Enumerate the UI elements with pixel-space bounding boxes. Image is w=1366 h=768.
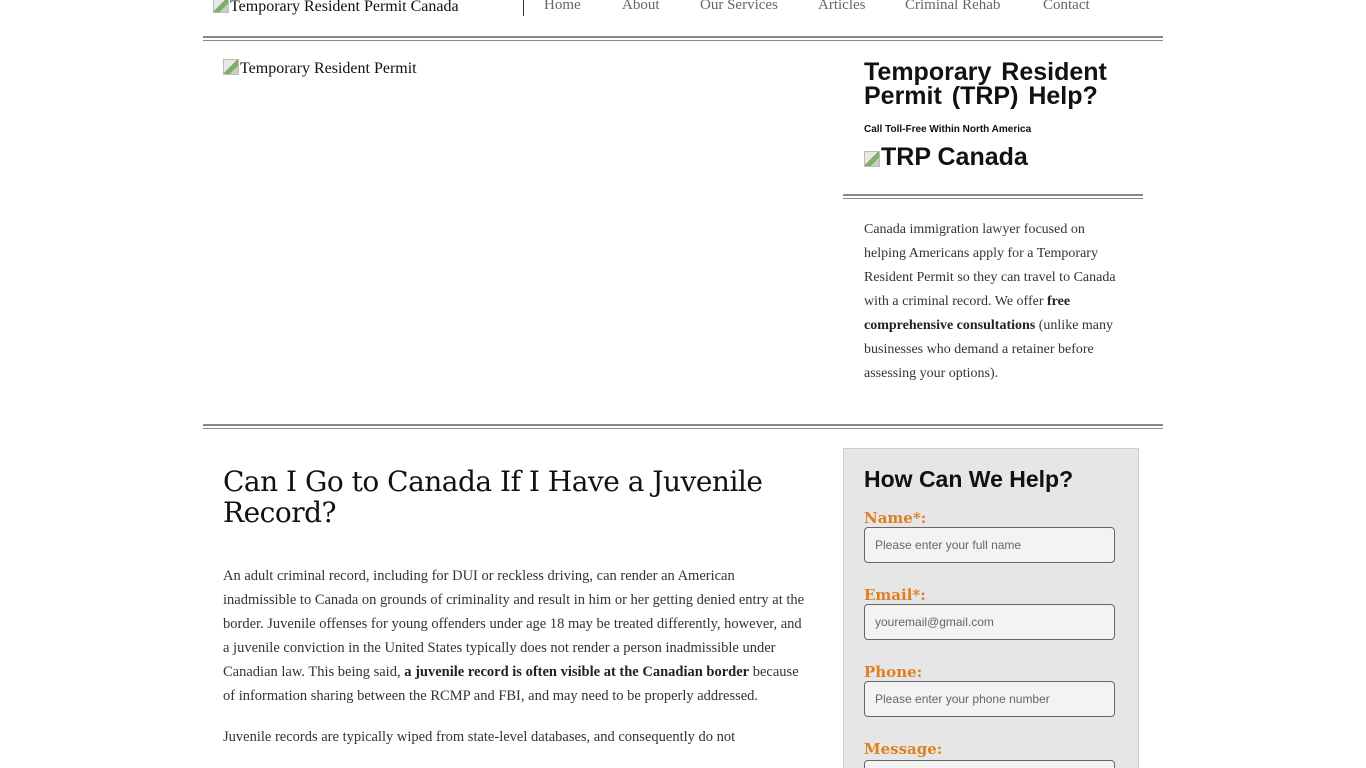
contact-form-title: How Can We Help?	[864, 466, 1074, 492]
email-label: Email*:	[864, 586, 926, 604]
broken-image-icon	[864, 151, 880, 167]
email-input[interactable]	[864, 604, 1115, 640]
section-divider	[203, 424, 1163, 429]
sidebar-call-text: Call Toll-Free Within North America	[864, 124, 1032, 135]
message-input[interactable]	[864, 760, 1115, 768]
phone-label: Phone:	[864, 663, 923, 681]
site-logo[interactable]	[213, 0, 459, 16]
header-divider	[203, 36, 1163, 41]
phone-number-image[interactable]	[864, 143, 1028, 172]
broken-image-icon	[223, 59, 239, 75]
sidebar-divider	[843, 194, 1143, 199]
nav-separator	[523, 0, 524, 16]
article-paragraph	[223, 564, 808, 708]
sidebar-desc-post: (unlike many businesses who demand a retainer before assessing your options).	[864, 318, 1114, 381]
nav-about[interactable]: About	[622, 0, 660, 13]
p1-post: because of information sharing between the RCMP and FBI, and may need to be properly addressed.	[223, 664, 799, 704]
hero-image	[223, 59, 417, 78]
nav-home[interactable]: Home	[544, 0, 581, 13]
sidebar-desc-pre: Canada immigration lawyer focused on helping Americans apply for a Temporary Resident Permit so they can travel to Canada with a criminal record. We offer	[864, 222, 1116, 309]
p1-bold: a juvenile record is often visible at the Canadian border	[404, 664, 750, 680]
hero-image-alt-text: Temporary Resident Permit	[240, 60, 417, 77]
sidebar-title: Temporary Resident Permit (TRP) Help?	[864, 58, 1107, 110]
nav-our-services[interactable]: Our Services	[700, 0, 778, 13]
article-paragraph: Juvenile records are typically wiped from state-level databases, and consequently do not	[223, 729, 736, 745]
sidebar-description	[864, 218, 1129, 386]
article-body	[223, 564, 808, 766]
article-title: Can I Go to Canada If I Have a Juvenile Record?	[223, 465, 763, 529]
nav-criminal-rehab[interactable]: Criminal Rehab	[905, 0, 1001, 13]
name-label: Name*:	[864, 509, 927, 527]
phone-image-alt-text: TRP Canada	[881, 143, 1028, 171]
nav-articles[interactable]: Articles	[818, 0, 866, 13]
broken-image-icon	[213, 0, 229, 13]
p1-pre: An adult criminal record, including for DUI or reckless driving, can render an American inadmissible to Canada on grounds of criminality and result in him or her getting denied entry at the border. Juvenile offenses for young offenders under age 18 may be treated differently, however, and a juvenile conviction in the United States typically does not render a person inadmissible under Canadian law. This being said,	[223, 568, 805, 680]
message-label: Message:	[864, 740, 943, 758]
sidebar-desc-bold: free comprehensive consultations	[864, 294, 1071, 333]
name-input[interactable]	[864, 527, 1115, 563]
site-logo-alt-text: Temporary Resident Permit Canada	[230, 0, 459, 15]
phone-input[interactable]	[864, 681, 1115, 717]
nav-contact[interactable]: Contact	[1043, 0, 1090, 13]
